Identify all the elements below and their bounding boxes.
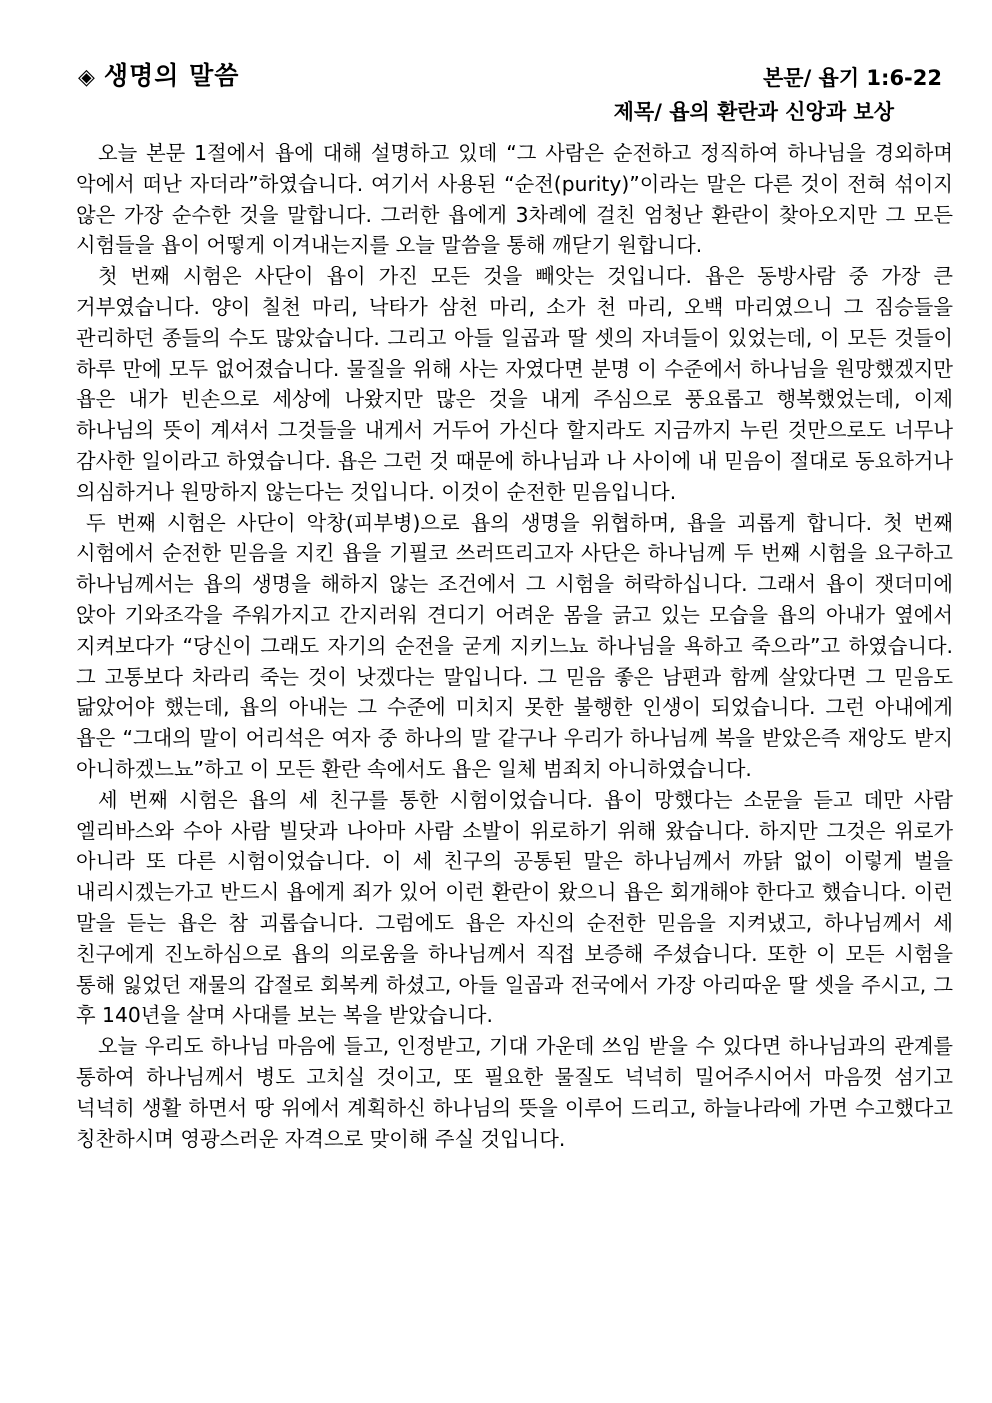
paragraph-first-trial: 첫 번째 시험은 사단이 욥이 가진 모든 것을 빼앗는 것입니다. 욥은 동방사람 중 가장 큰 거부였습니다. 양이 칠천 마리, 낙타가 삼천 마리, 소가 천 마리, 오백 마리였으니 그 짐승들을 관리하던 종들의 수도 많았습니다. 그리고 아들 일곱과 딸 셋의 자녀들이 있었는데, 이 모든 것들이 하루 만에 모두 없어졌습니다. 물질을 위해 사는 자였다면 분명 이 수준에서 하나님을 원망했겠지만 욥은 내가 빈손으로 세상에 나왔지만 많은 것을 내게 주심으로 풍요롭고 행복했었는데, 이제 하나님의 뜻이 계셔서 그것들을 내게서 거두어 가신다 할지라도 지금까지 누린 것만으로도 너무나 감사한 일이라고 하였습니다. 욥은 그런 것 때문에 하나님과 나 사이에 내 믿음이 절대로 동요하거나 의심하거나 원망하지 않는다는 것입니다. 이것이 순전한 믿음입니다. [76,264,953,504]
paragraph-second-trial: 두 번째 시험은 사단이 악창(피부병)으로 욥의 생명을 위협하며, 욥을 괴롭게 합니다. 첫 번째 시험에서 순전한 믿음을 지킨 욥을 기필코 쓰러뜨리고자 사단은 하나님께 두 번째 시험을 요구하고 하나님께서는 욥의 생명을 해하지 않는 조건에서 그 시험을 허락하십니다. 그래서 욥이 잿더미에 앉아 기와조각을 주워가지고 간지러워 견디기 어려운 몸을 긁고 있는 모습을 욥의 아내가 옆에서 지켜보다가 “당신이 그래도 자기의 순전을 굳게 지키느뇨 하나님을 욕하고 죽으라”고 하였습니다. 그 고통보다 차라리 죽는 것이 낫겠다는 말입니다. 그 믿음 좋은 남편과 함께 살았다면 그 믿음도 닮았어야 했는데, 욥의 아내는 그 수준에 미치지 못한 불행한 인생이 되었습니다. 그런 아내에게 욥은 “그대의 말이 어리석은 여자 중 하나의 말 같구나 우리가 하나님께 복을 받았은즉 재앙도 받지 아니하겠느뇨”하고 이 모든 환란 속에서도 욥은 일체 범죄치 아니하였습니다. [76,510,953,781]
scripture-reference: 본문/ 욥기 1:6-22 [763,66,942,90]
paragraph-intro: 오늘 본문 1절에서 욥에 대해 설명하고 있데 “그 사람은 순전하고 정직하여 하나님을 경외하며 악에서 떠난 자더라”하였습니다. 여기서 사용된 “순전(purity)”이라는 말은 다른 것이 전혀 섞이지 않은 가장 순수한 것을 말합니다. 그러한 욥에게 3차례에 걸친 엄청난 환란이 찾아오지만 그 모든 시험들을 욥이 어떻게 이겨내는지를 오늘 말씀을 통해 깨닫기 원합니다. [76,141,953,258]
section-title-text: 생명의 말씀 [103,61,240,90]
paragraph-conclusion: 오늘 우리도 하나님 마음에 들고, 인정받고, 기대 가운데 쓰임 받을 수 있다면 하나님과의 관계를 통하여 하나님께서 병도 고치실 것이고, 또 필요한 물질도 넉넉히 밀어주시어서 마음껏 섬기고 넉넉히 생활 하면서 땅 위에서 계획하신 하나님의 뜻을 이루어 드리고, 하늘나라에 가면 수고했다고 칭찬하시며 영광스러운 자격으로 맞이해 주실 것입니다. [76,1034,953,1151]
paragraph-third-trial: 세 번째 시험은 욥의 세 친구를 통한 시험이었습니다. 욥이 망했다는 소문을 듣고 데만 사람 엘리바스와 수아 사람 빌닷과 나아마 사람 소발이 위로하기 위해 왔습니다. 하지만 그것은 위로가 아니라 또 다른 시험이었습니다. 이 세 친구의 공통된 말은 하나님께서 까닭 없이 이렇게 벌을 내리시겠는가고 반드시 욥에게 죄가 있어 이런 환란이 왔으니 욥은 회개해야 한다고 했습니다. 이런 말을 듣는 욥은 참 괴롭습니다. 그럼에도 욥은 자신의 순전한 믿음을 지켜냈고, 하나님께서 세 친구에게 진노하심으로 욥의 의로움을 하나님께서 직접 보증해 주셨습니다. 또한 이 모든 시험을 통해 잃었던 재물의 갑절로 회복케 하셨고, 아들 일곱과 전국에서 가장 아리따운 딸 셋을 주시고, 그 후 140년을 살며 사대를 보는 복을 받았습니다. [76,787,953,1028]
diamond-bullet-icon: ◈ [78,65,96,90]
section-title [78,56,239,92]
sermon-body [76,138,953,1154]
sermon-subject: 제목/ 욥의 환란과 신앙과 보상 [613,100,894,124]
